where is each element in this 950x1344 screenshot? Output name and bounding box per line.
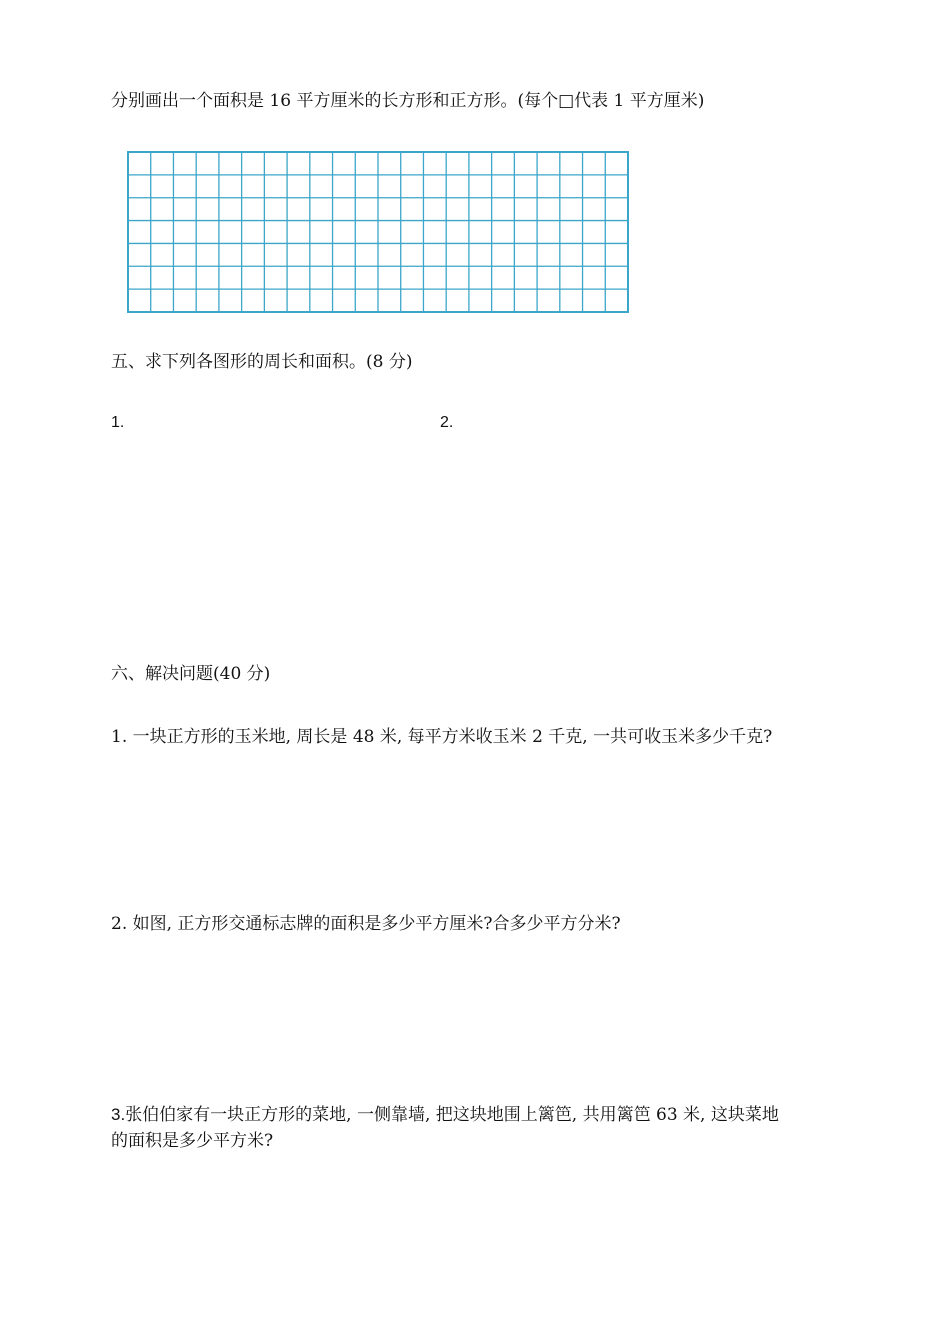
draw-instruction: 分别画出一个面积是 16 平方厘米的长方形和正方形。(每个□代表 1 平方厘米) [111,91,705,111]
question-3-line1 [111,1102,851,1128]
question-3-number: 3. [111,1105,126,1124]
question-3 [111,1102,851,1154]
question-1: 1. 一块正方形的玉米地, 周长是 48 米, 每平方米收玉米 2 千克, 一共可收玉米多少千克? [111,727,773,747]
square-grid [127,151,629,313]
section6-heading: 六、解决问题(40 分) [111,664,271,684]
question-2: 2. 如图, 正方形交通标志牌的面积是多少平方厘米?合多少平方分米? [111,914,621,934]
section5-item1-label: 1. [111,414,125,431]
section5-item2-label: 2. [440,414,454,431]
question-3-text-line2: 的面积是多少平方米? [111,1131,274,1151]
question-3-text-line1: 张伯伯家有一块正方形的菜地, 一侧靠墙, 把这块地围上篱笆, 共用篱笆 63 米, 这块菜地 [125,1105,779,1125]
section5-heading: 五、求下列各图形的周长和面积。(8 分) [111,352,413,372]
